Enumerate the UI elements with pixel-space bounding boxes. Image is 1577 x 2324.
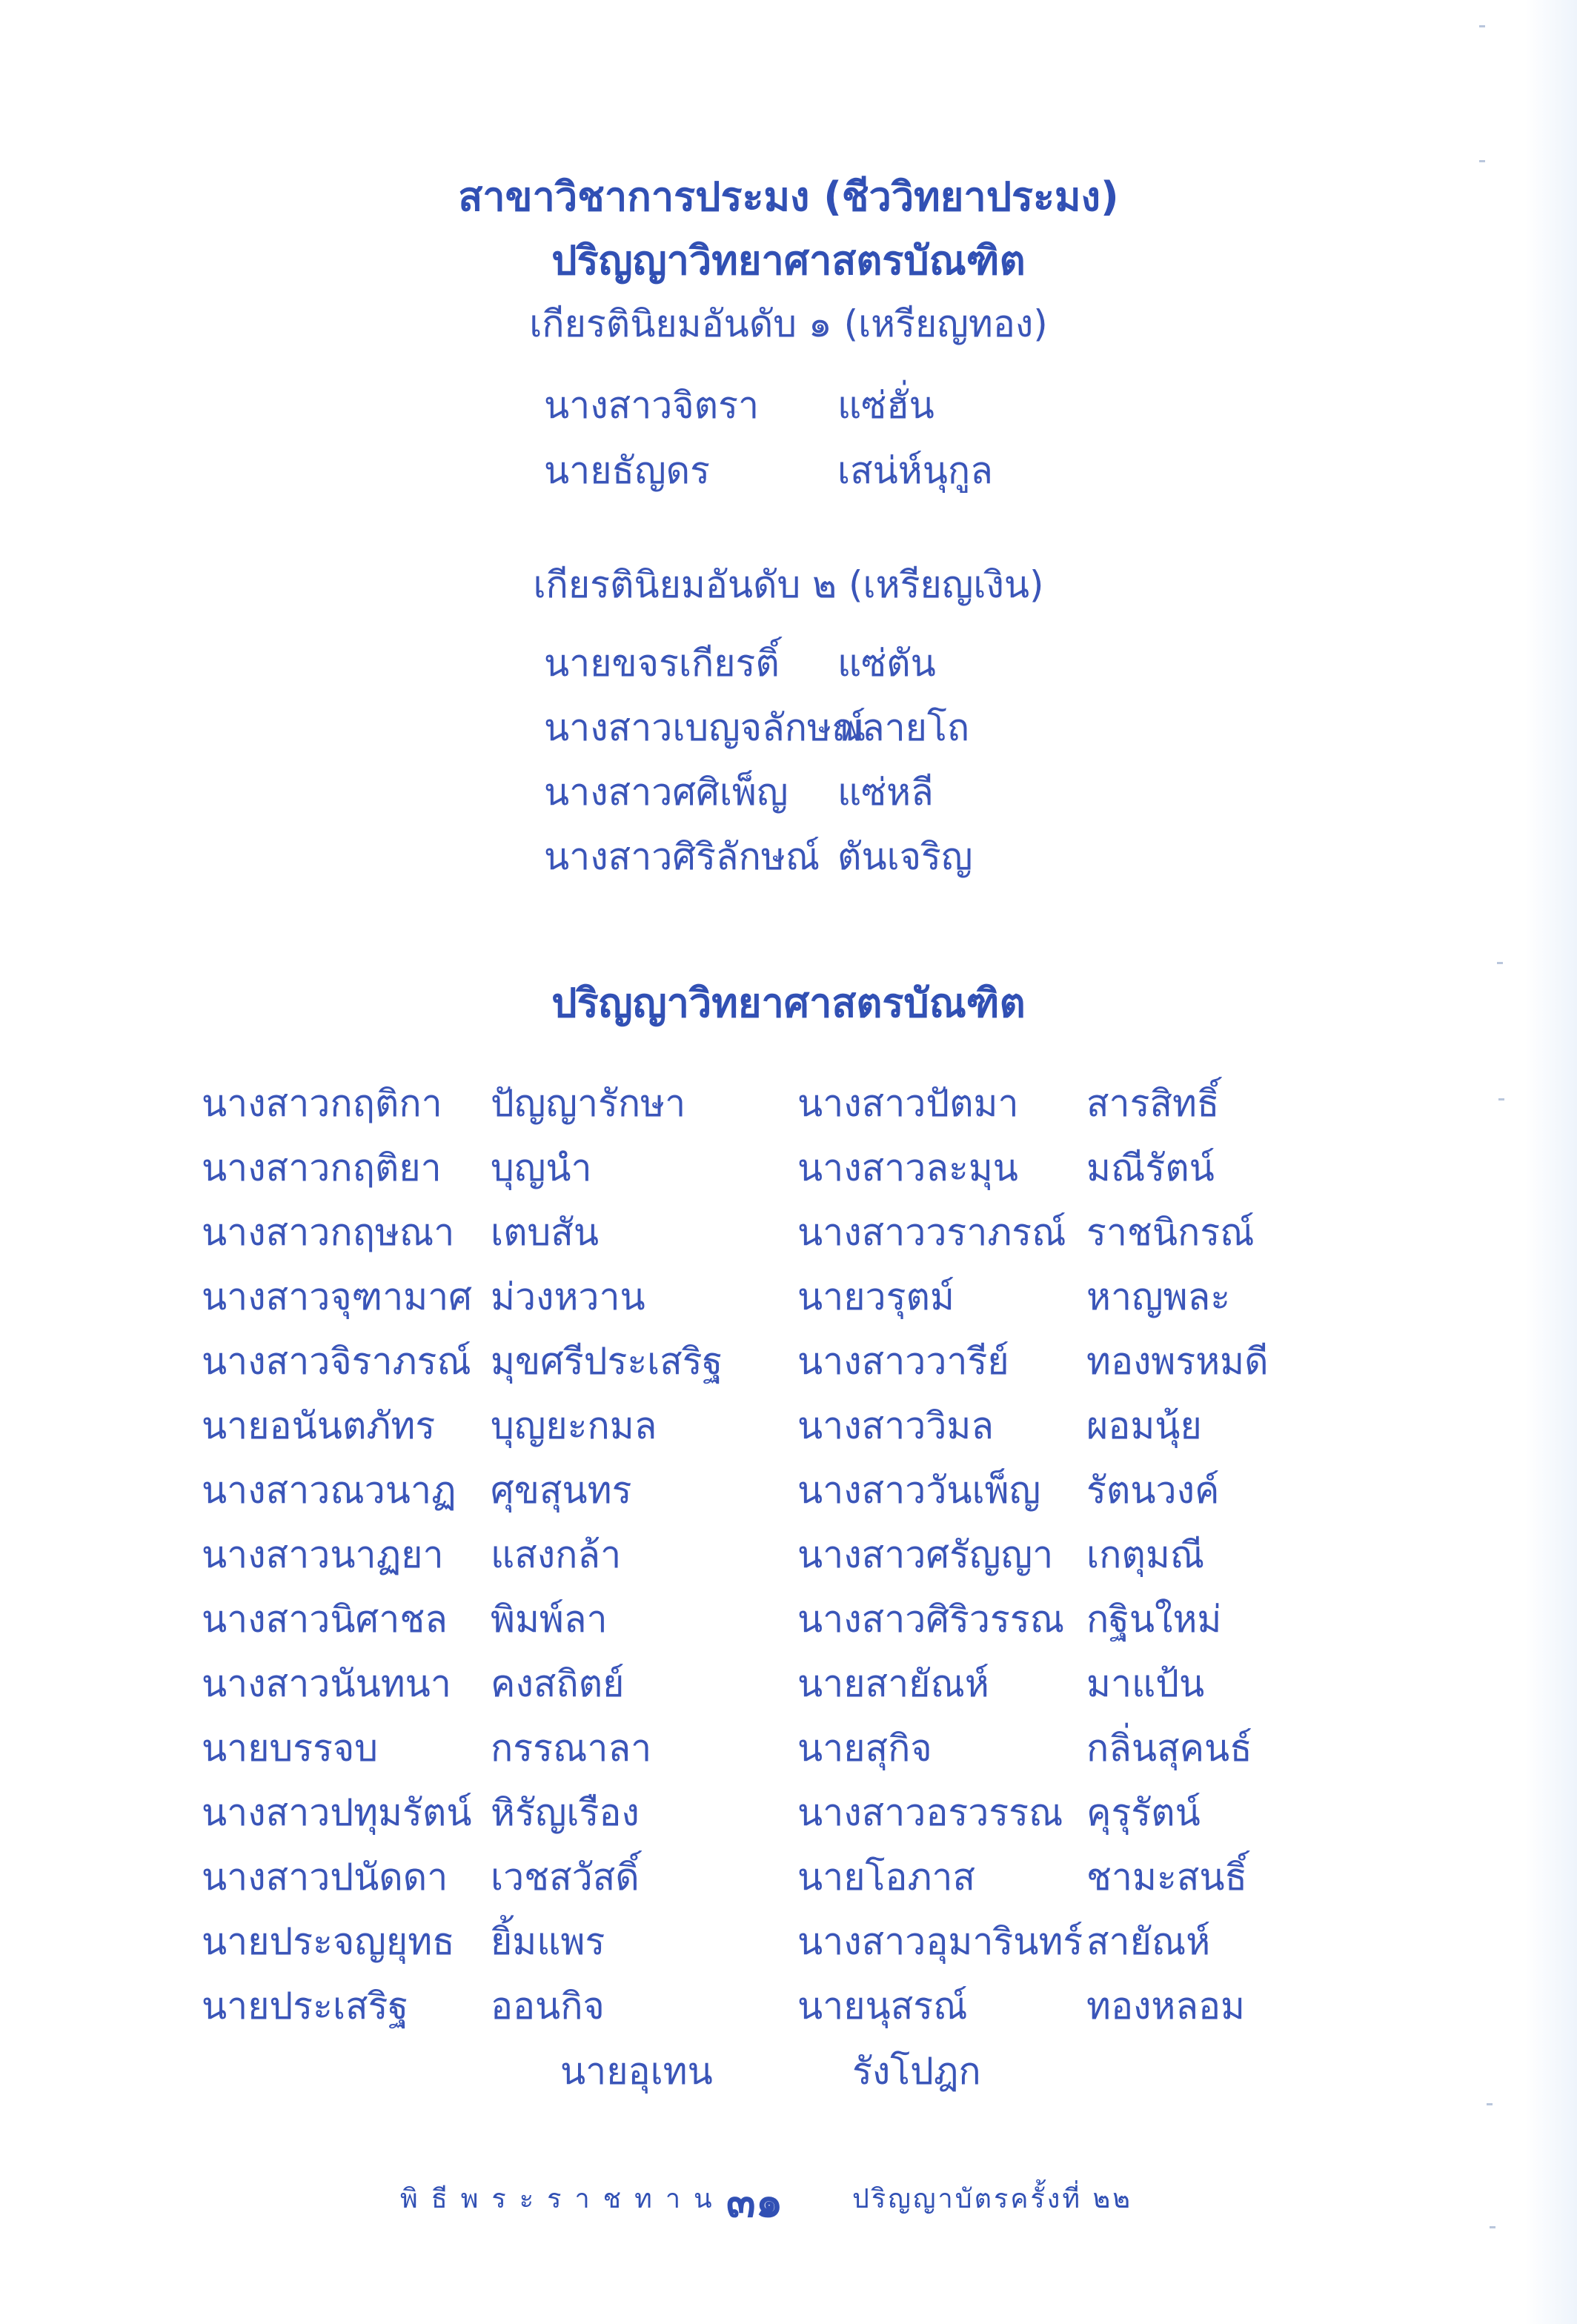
graduate-first-name: นางสาวปนัดดา — [202, 1856, 448, 1899]
graduate-row — [797, 1139, 1383, 1191]
graduate-first-name: นายวรุตม์ — [797, 1275, 954, 1318]
graduate-last-name: ม่วงหวาน — [491, 1275, 645, 1318]
scan-speck — [1479, 25, 1485, 27]
graduate-last-name: คุรุรัตน์ — [1086, 1791, 1201, 1834]
graduate-last-name: ผอมนุ้ย — [1086, 1404, 1202, 1447]
graduate-last-name: ทองพรหมดี — [1086, 1340, 1269, 1383]
graduate-row — [797, 1204, 1383, 1255]
graduate-first-name: นางสาวอรวรรณ — [797, 1791, 1063, 1834]
graduate-first-name: นางสาวปัตมา — [797, 1082, 1019, 1125]
graduate-last-name: แสงกล้า — [491, 1533, 622, 1576]
graduate-first-name: นายประเสริฐ — [202, 1985, 409, 2028]
graduate-first-name: นายสายัณห์ — [797, 1662, 989, 1705]
graduate-last-name: แซ่ตัน — [837, 642, 936, 685]
graduate-last-name: ยิ้มแพร — [491, 1920, 605, 1963]
graduate-last-name: ศุขสุนทร — [491, 1469, 632, 1512]
graduate-row — [544, 828, 1134, 880]
graduate-last-name: แซ่ฮั่น — [837, 384, 934, 427]
graduate-last-name: สายัณห์ — [1086, 1920, 1211, 1963]
graduate-row — [202, 1848, 787, 1900]
graduate-row — [797, 1848, 1383, 1900]
graduate-last-name: มาแป้น — [1086, 1662, 1205, 1705]
scan-speck — [1498, 1098, 1504, 1100]
major-title: สาขาวิชาการประมง (ชีววิทยาประมง) — [458, 173, 1119, 220]
graduate-last-name: กลิ่นสุคนธ์ — [1086, 1727, 1252, 1770]
graduate-last-name: กรรณาลา — [491, 1727, 652, 1770]
graduate-last-name: มุขศรีประเสริฐ — [491, 1340, 723, 1383]
graduate-last-name: เสน่ห์นุกูล — [837, 449, 993, 492]
graduate-last-name: เกตุมณี — [1086, 1533, 1205, 1576]
graduate-row — [797, 1655, 1383, 1707]
graduate-row — [797, 1719, 1383, 1771]
graduate-row — [202, 1913, 787, 1965]
graduate-row — [202, 1590, 787, 1642]
graduate-row — [202, 1977, 787, 2029]
graduate-last-name: มณีรัตน์ — [1086, 1146, 1215, 1189]
graduate-last-name: กฐินใหม่ — [1086, 1598, 1222, 1641]
graduate-first-name: นางสาววารีย์ — [797, 1340, 1009, 1383]
graduate-first-name: นางสาวศิริลักษณ์ — [544, 835, 820, 878]
page-number: ๓๑ — [726, 2177, 783, 2227]
graduate-first-name: นางสาวปทุมรัตน์ — [202, 1791, 472, 1834]
graduate-row — [202, 1397, 787, 1449]
graduate-row — [797, 1075, 1383, 1126]
graduate-first-name: นางสาวจุฑามาศ — [202, 1275, 472, 1318]
honors1-title: เกียรตินิยมอันดับ ๑ (เหรียญทอง) — [529, 302, 1048, 345]
graduate-row — [202, 1075, 787, 1126]
graduate-row — [797, 1913, 1383, 1965]
graduate-row — [797, 1332, 1383, 1384]
graduate-first-name: นางสาวนาฏยา — [202, 1533, 444, 1576]
graduate-first-name: นายขจรเกียรติ์ — [544, 642, 780, 685]
graduate-first-name: นางสาวจิตรา — [544, 384, 760, 427]
graduate-first-name: นายธัญดร — [544, 449, 710, 492]
graduate-row — [202, 1139, 787, 1191]
graduate-last-name: เวชสวัสดิ์ — [491, 1856, 640, 1899]
graduate-first-name: นางสาววราภรณ์ — [797, 1211, 1066, 1254]
honors2-title: เกียรตินิยมอันดับ ๒ (เหรียญเงิน) — [533, 563, 1044, 606]
graduate-last-name: รัตนวงค์ — [1086, 1469, 1220, 1512]
graduate-row — [202, 1332, 787, 1384]
graduate-row — [544, 442, 1134, 494]
graduate-last-name: ราชนิกรณ์ — [1086, 1211, 1255, 1254]
page-footer — [0, 2171, 1577, 2231]
graduate-first-name: นายนุสรณ์ — [797, 1985, 968, 2028]
graduate-last-name: บุญยะกมล — [491, 1404, 657, 1447]
graduate-last-name: ทองหลอม — [1086, 1985, 1245, 2028]
graduate-first-name: นางสาวเบญจลักษณ์ — [544, 706, 866, 749]
graduate-first-name: นายบรรจบ — [202, 1727, 379, 1770]
graduate-first-name: นายอนันตภัทร — [202, 1404, 436, 1447]
graduate-last-name: หาญพละ — [1086, 1275, 1231, 1318]
graduate-row — [202, 1461, 787, 1513]
graduate-first-name: นางสาวละมุน — [797, 1146, 1018, 1189]
graduate-first-name: นายอุเทน — [560, 2050, 713, 2093]
scan-speck — [1479, 160, 1485, 162]
graduate-row — [202, 1526, 787, 1578]
graduate-first-name: นางสาวศรัญญา — [797, 1533, 1054, 1576]
graduate-first-name: นางสาวศศิเพ็ญ — [544, 771, 788, 814]
graduate-last-name: พิมพ์ลา — [491, 1598, 608, 1641]
graduate-first-name: นางสาวนิศาชล — [202, 1598, 448, 1641]
graduate-last-name: เตบสัน — [491, 1211, 599, 1254]
graduate-row — [202, 1268, 787, 1320]
graduate-row — [202, 1719, 787, 1771]
graduate-first-name: นายประจญยุทธ — [202, 1920, 455, 1963]
graduate-row — [797, 1977, 1383, 2029]
footer-degree-round: ปริญญาบัตรครั้งที่ ๒๒ — [852, 2184, 1132, 2214]
graduate-first-name: นางสาวจิราภรณ์ — [202, 1340, 471, 1383]
graduate-last-name: พลายโถ — [837, 706, 970, 749]
degree-title-general: ปริญญาวิทยาศาสตรบัณฑิต — [551, 980, 1026, 1026]
graduate-last-name: ชามะสนธิ์ — [1086, 1856, 1248, 1899]
scan-speck — [1497, 962, 1503, 964]
graduate-row — [202, 1204, 787, 1255]
graduate-row — [797, 1590, 1383, 1642]
graduate-last-name: ตันเจริญ — [837, 835, 973, 878]
graduate-last-name: สารสิทธิ์ — [1086, 1082, 1220, 1125]
graduate-row — [797, 1784, 1383, 1836]
scan-speck — [1487, 2103, 1493, 2105]
graduate-first-name: นายสุกิจ — [797, 1727, 932, 1770]
graduate-row — [797, 1526, 1383, 1578]
graduate-first-name: นางสาวกฤติกา — [202, 1082, 442, 1125]
footer-ceremony-text: พิธีพระราชทาน — [400, 2184, 726, 2214]
graduate-first-name: นางสาววิมล — [797, 1404, 995, 1447]
graduate-last-name: คงสถิตย์ — [491, 1662, 625, 1705]
graduate-first-name: นางสาวนันทนา — [202, 1662, 451, 1705]
graduate-first-name: นางสาวศิริวรรณ — [797, 1598, 1065, 1641]
graduate-row — [544, 634, 1134, 686]
graduate-first-name: นางสาวกฤษณา — [202, 1211, 455, 1254]
graduate-row — [544, 699, 1134, 751]
graduate-last-name: หิรัญเรือง — [491, 1791, 640, 1834]
graduate-first-name: นางสาวกฤติยา — [202, 1146, 442, 1189]
graduate-row — [544, 376, 1134, 428]
graduate-last-name: ปัญญารักษา — [491, 1082, 686, 1125]
graduate-row — [202, 1784, 787, 1836]
graduate-first-name: นางสาวณวนาฏ — [202, 1469, 456, 1512]
graduate-row — [797, 1461, 1383, 1513]
graduate-last-name: บุญนำ — [491, 1146, 592, 1189]
graduate-last-name: แซ่หลี — [837, 771, 934, 814]
graduate-first-name: นายโอภาส — [797, 1856, 975, 1899]
graduate-last-name: ออนกิจ — [491, 1985, 605, 2028]
graduate-row — [797, 1397, 1383, 1449]
graduate-row — [544, 763, 1134, 815]
graduate-row — [560, 2042, 1149, 2094]
graduate-first-name: นางสาวอุมารินทร์ — [797, 1920, 1083, 1963]
graduate-last-name: รังโปฎก — [852, 2050, 981, 2093]
graduate-row — [797, 1268, 1383, 1320]
degree-title: ปริญญาวิทยาศาสตรบัณฑิต — [551, 237, 1026, 284]
graduate-first-name: นางสาววันเพ็ญ — [797, 1469, 1041, 1512]
graduate-row — [202, 1655, 787, 1707]
